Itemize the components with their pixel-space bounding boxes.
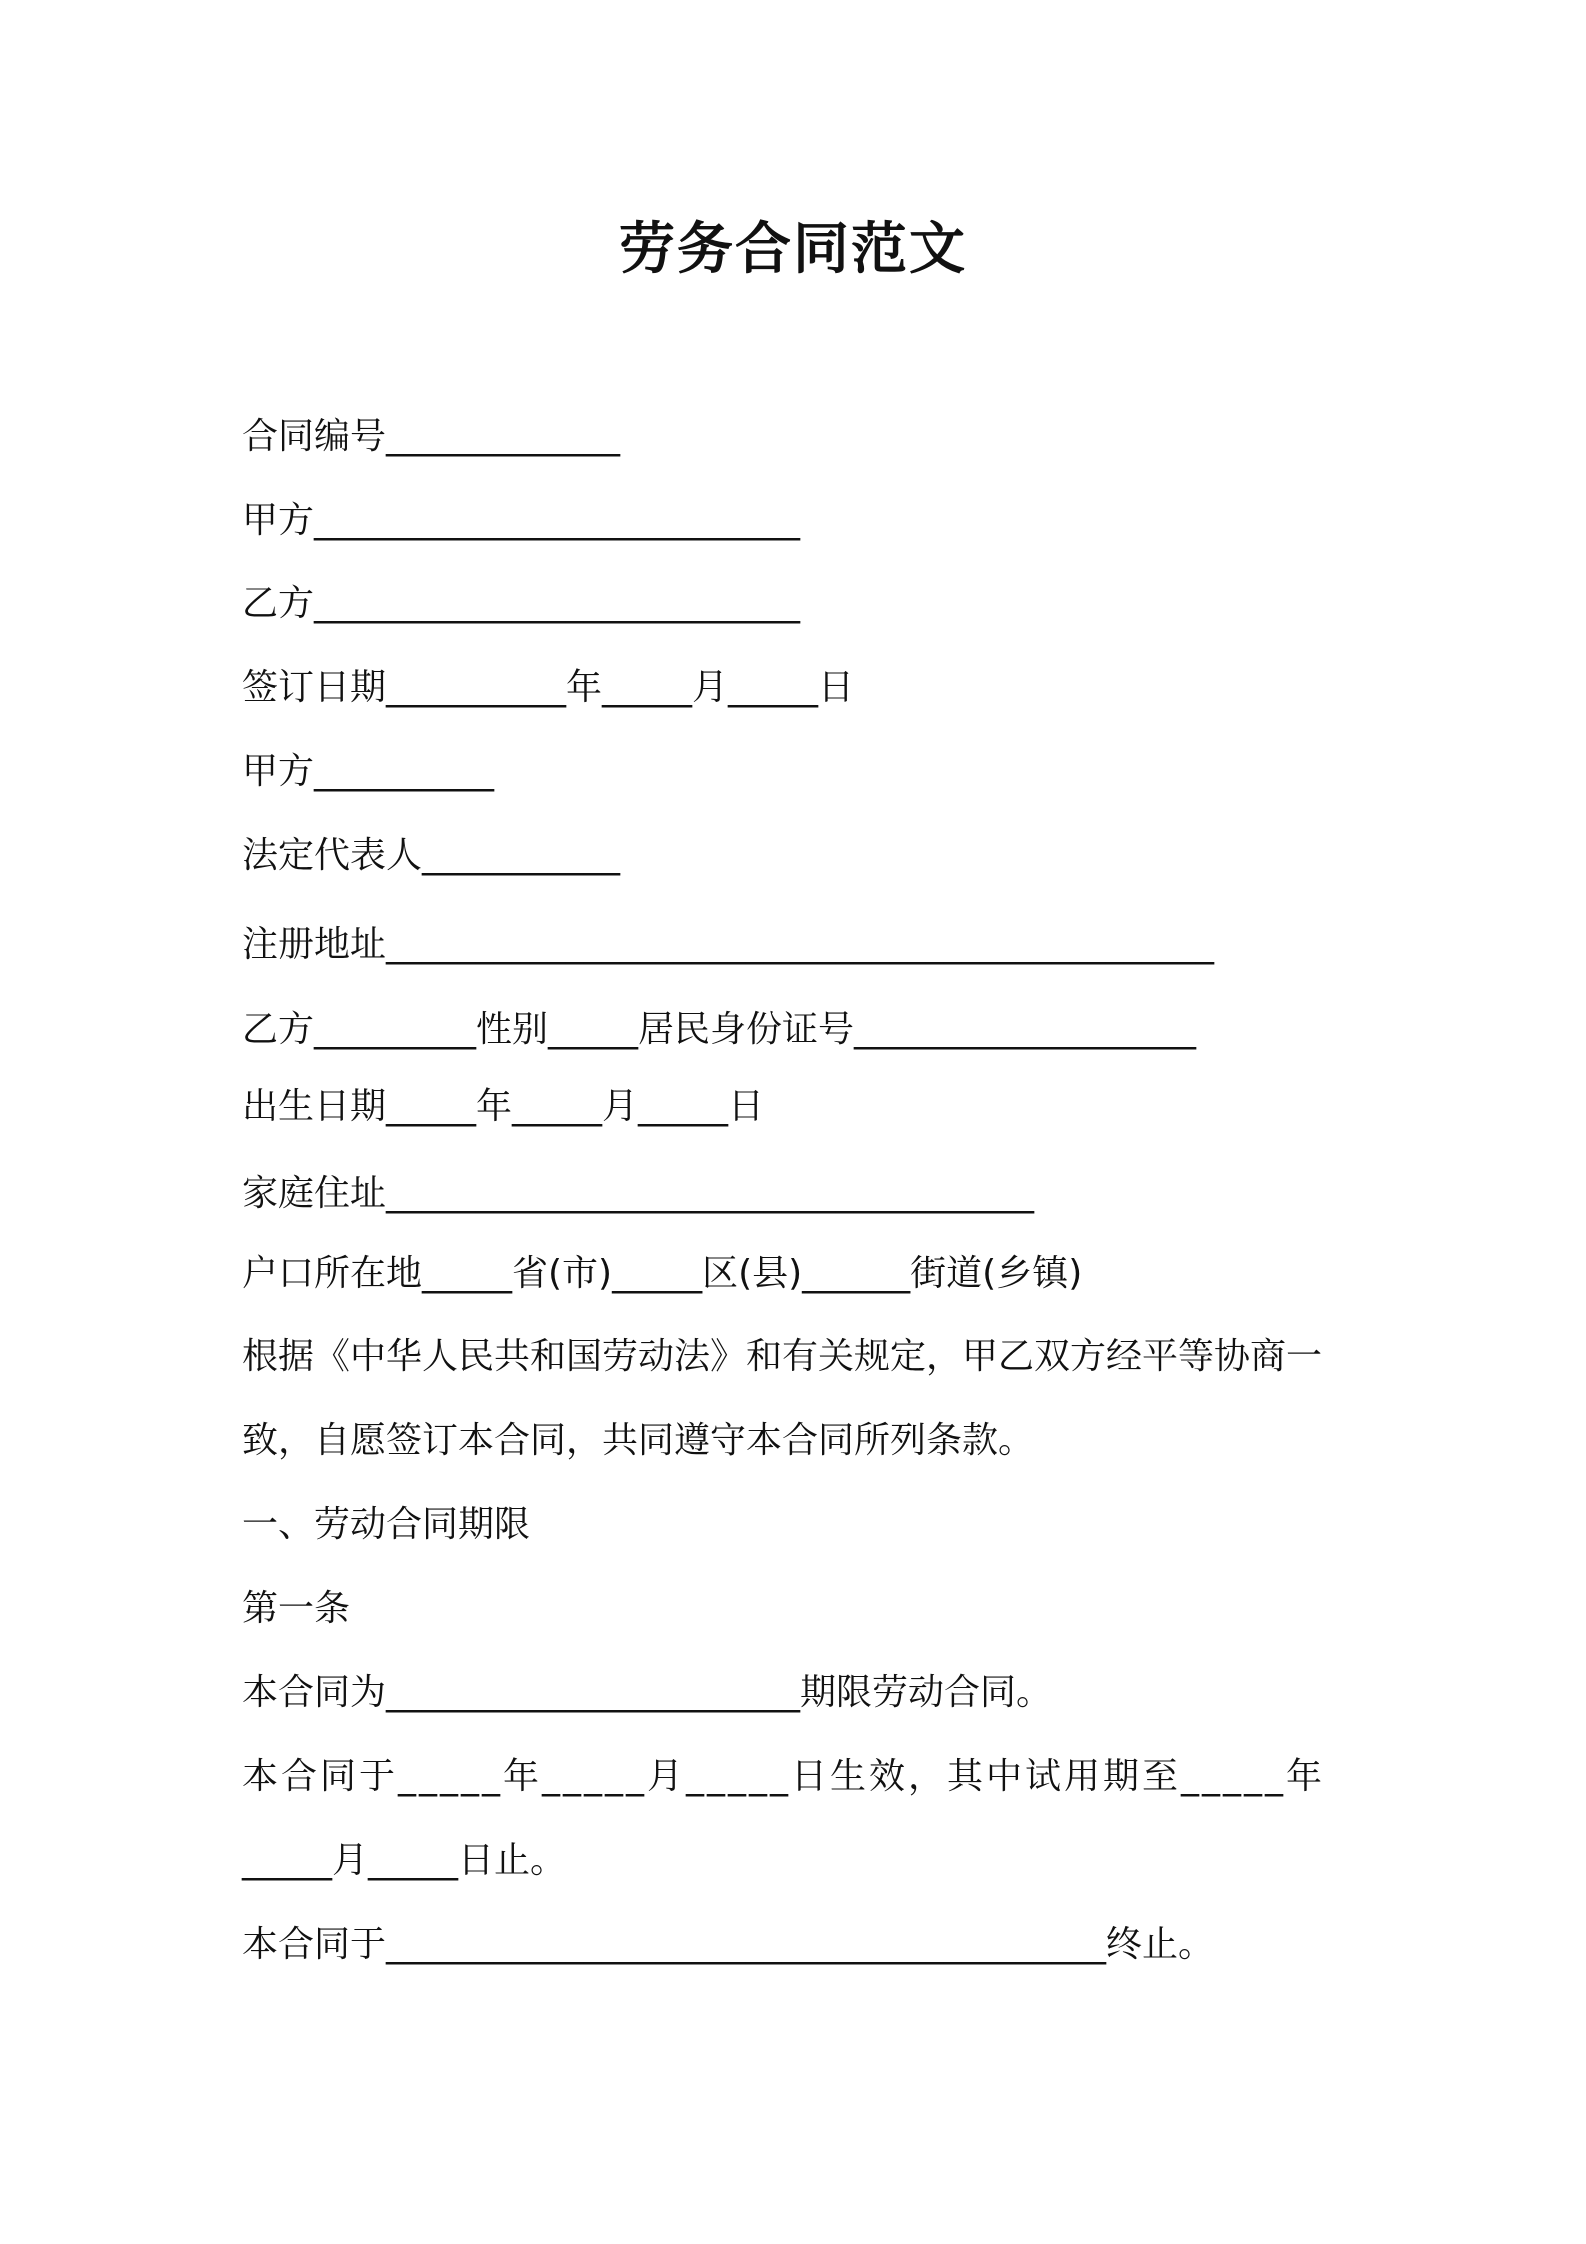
home-address-line: 家庭住址____________________________________ <box>242 1173 1035 1214</box>
party-b-line: 乙方___________________________ <box>242 583 800 624</box>
registered-address-line: 注册地址______________________________________________ <box>242 924 1215 965</box>
signing-date-line: 签订日期__________年_____月_____日 <box>242 667 855 708</box>
party-a-detail-line: 甲方__________ <box>242 751 495 792</box>
article-heading-first: 第一条 <box>242 1588 351 1629</box>
preamble-line-1: 根据《中华人民共和国劳动法》和有关规定，甲乙双方经平等协商一 <box>242 1336 1323 1377</box>
birth-date-line: 出生日期_____年_____月_____日 <box>242 1086 765 1127</box>
preamble-line-2: 致，自愿签订本合同，共同遵守本合同所列条款。 <box>242 1420 1035 1461</box>
household-registration-line: 户口所在地_____省(市)_____区(县)______街道(乡镇) <box>242 1253 1083 1294</box>
party-a-line: 甲方___________________________ <box>242 500 800 541</box>
effective-date-line-2: _____月_____日止。 <box>242 1840 567 1881</box>
document-title: 劳务合同范文 <box>619 217 967 282</box>
effective-date-line-1: 本合同于_____年_____月_____日生效，其中试用期至_____年 <box>242 1756 1326 1797</box>
section-heading-contract-term: 一、劳动合同期限 <box>242 1504 531 1545</box>
party-b-identity-line: 乙方_________性别_____居民身份证号___________________ <box>242 1009 1197 1050</box>
contract-number-line: 合同编号_____________ <box>242 416 621 457</box>
termination-line: 本合同于________________________________________终止。 <box>242 1924 1215 1965</box>
legal-representative-line: 法定代表人___________ <box>242 835 621 876</box>
contract-term-type-line: 本合同为_______________________期限劳动合同。 <box>242 1672 1053 1713</box>
